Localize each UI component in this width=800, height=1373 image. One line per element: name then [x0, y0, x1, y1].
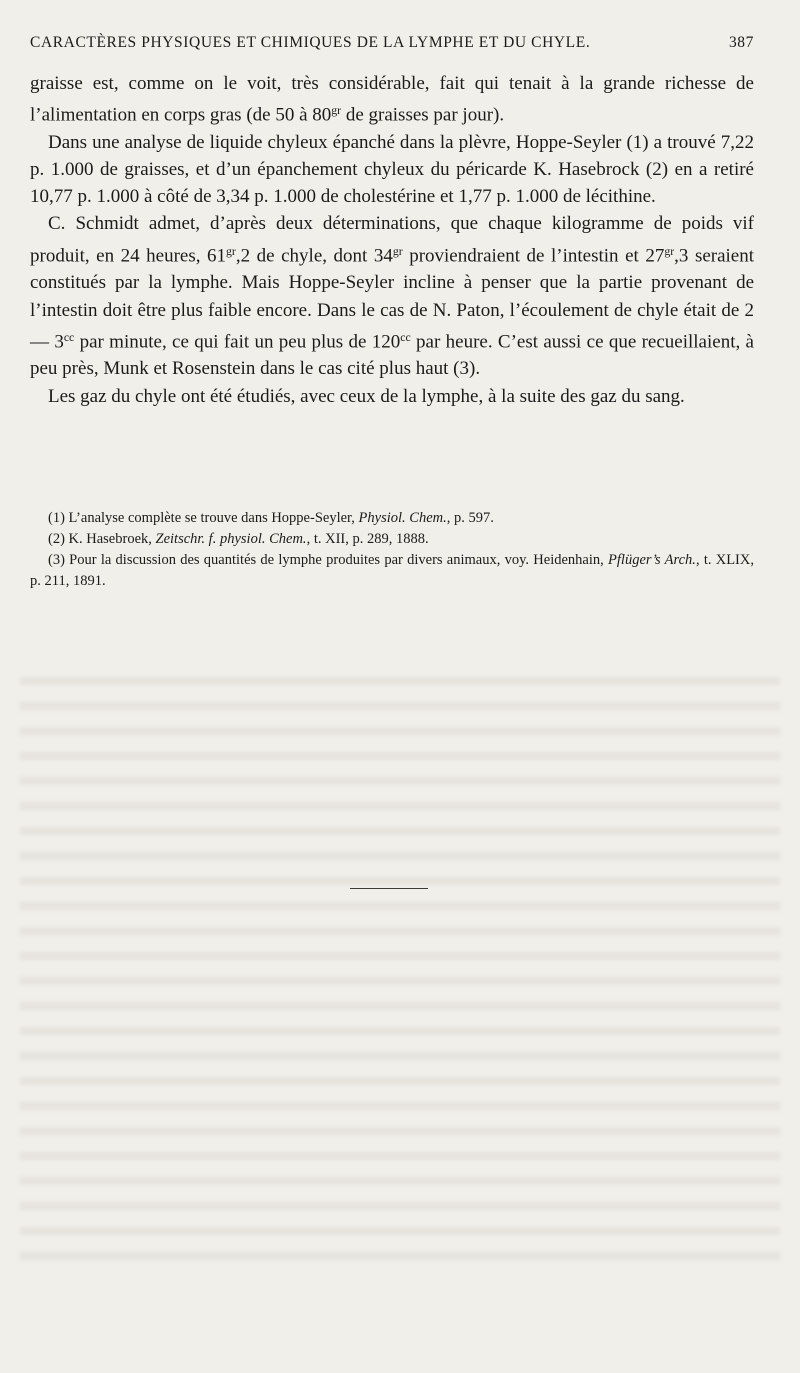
footnote-2-title: Zeitschr. f. physiol. Chem. — [155, 531, 307, 547]
footnote-1-text: (1) L’analyse complète se trouve dans Hoppe-Seyler, — [48, 510, 359, 526]
main-text — [30, 70, 754, 410]
unit-superscript: cc — [400, 330, 411, 344]
footnote-3-end: , t. XLIX, p. 211, 1891. — [30, 552, 754, 589]
paragraph-1 — [30, 70, 754, 129]
paragraph-3-part: ,3 seraient constitués par la lymphe. Mais Hoppe-Seyler incline à penser que la partie provenant de l’intestin doit être plus faible encore. Dans le cas de N. Paton, l’écoulement de chyle était de 2 — 3 — [30, 245, 755, 353]
footnote-3 — [30, 550, 754, 592]
section-rule — [350, 888, 428, 889]
paragraph-2: Dans une analyse de liquide chyleux épanché dans la plèvre, Hoppe-Seyler (1) a trouvé 7,22 p. 1.000 de graisses, et d’un épanchement chyleux du péricarde K. Hasebrock (2) en a retiré 10,77 p. 1.000 à côté de 3,34 p. 1.000 de cholestérine et 1,77 p. 1.000 de lécithine. — [30, 131, 754, 208]
footnote-1-title: Physiol. Chem. — [358, 510, 447, 526]
footnote-2 — [30, 529, 754, 550]
show-through-text — [20, 660, 780, 1260]
running-title: CARACTÈRES PHYSIQUES ET CHIMIQUES DE LA LYMPHE ET DU CHYLE. — [30, 34, 591, 51]
footnote-2-text: (2) K. Hasebroek, — [48, 531, 156, 547]
running-header — [30, 34, 754, 52]
footnotes — [30, 508, 754, 592]
footnote-3-title: Pflüger’s Arch. — [608, 552, 696, 568]
footnote-1-end: , p. 597. — [446, 510, 494, 526]
paragraph-3-part: ,2 de chyle, dont 34 — [235, 245, 393, 267]
footnote-2-end: , t. XII, p. 289, 1888. — [306, 531, 429, 547]
paragraph-3 — [30, 210, 754, 382]
footnote-1 — [30, 508, 754, 529]
paragraph-1-text: graisse est, comme on le voit, très considérable, fait qui tenait à la grande richesse de l’alimentation en corps gras (de 50 à 80 — [30, 73, 754, 126]
paragraph-3-part: C. Schmidt admet, d’après deux déterminations, que chaque kilogramme de poids vif produit, en 24 heures, 61 — [30, 213, 754, 267]
paragraph-3-part: par heure. C’est aussi ce que recueillaient, à peu près, Munk et Rosenstein dans le cas cité plus haut (3). — [30, 331, 754, 380]
paragraph-3-part: par minute, ce qui fait un peu plus de 120 — [74, 331, 401, 353]
paragraph-3-part: proviendraient de l’intestin et 27 — [402, 245, 665, 267]
unit-superscript: gr — [664, 244, 675, 258]
unit-superscript: gr — [226, 244, 236, 258]
paragraph-4: Les gaz du chyle ont été étudiés, avec ceux de la lymphe, à la suite des gaz du sang. — [48, 385, 685, 407]
page-number: 387 — [728, 34, 754, 51]
unit-superscript: cc — [63, 330, 75, 344]
paragraph-1-end: de graisses par jour). — [341, 104, 505, 126]
unit-superscript: gr — [392, 244, 403, 258]
footnote-3-text: (3) Pour la discussion des quantités de lymphe produites par divers animaux, voy. Heidenhain, — [48, 552, 609, 568]
unit-superscript: gr — [331, 104, 342, 118]
